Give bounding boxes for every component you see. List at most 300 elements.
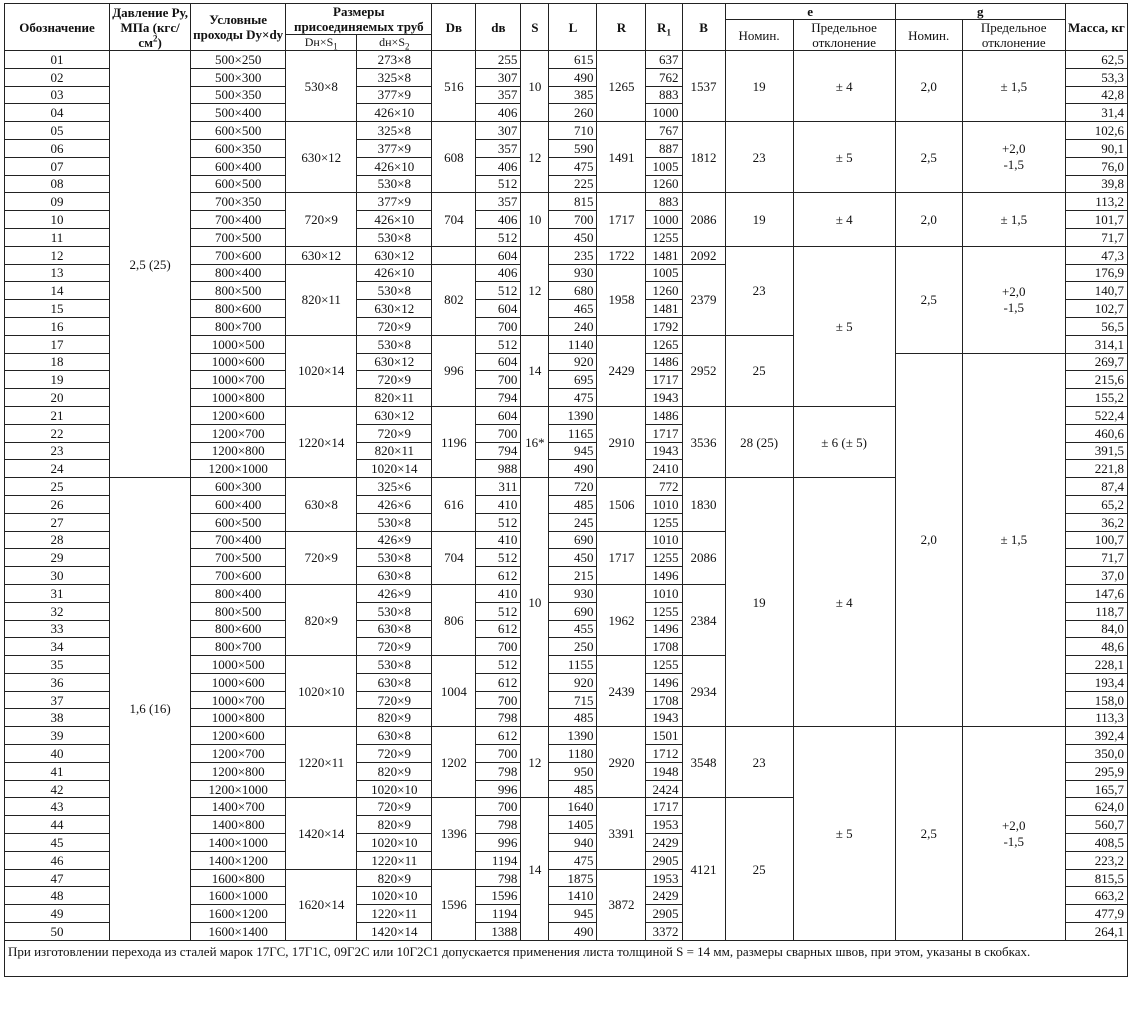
cell-S: 16*: [521, 406, 549, 477]
cell-pipe-small: 426×10: [357, 104, 432, 122]
cell-L: 240: [549, 317, 597, 335]
cell-pipe-small: 1420×14: [357, 923, 432, 941]
cell-pipe-small: 720×9: [357, 691, 432, 709]
cell-R1: 1708: [646, 691, 682, 709]
cell-dn: 800×500: [191, 602, 286, 620]
cell-dv: 700: [476, 798, 521, 816]
cell-dv: 700: [476, 745, 521, 763]
cell-pipe-small: 630×12: [357, 300, 432, 318]
cell-d: 12: [5, 246, 110, 264]
cell-pipe-small: 820×9: [357, 709, 432, 727]
cell-mass: 65,2: [1065, 495, 1127, 513]
header-S: S: [521, 4, 549, 51]
cell-Dv: 996: [432, 335, 476, 406]
cell-dn: 500×400: [191, 104, 286, 122]
cell-pipe-small: 426×10: [357, 264, 432, 282]
cell-Dv: 1396: [432, 798, 476, 869]
cell-L: 940: [549, 834, 597, 852]
cell-pipe-small: 377×9: [357, 139, 432, 157]
cell-dn: 1400×1000: [191, 834, 286, 852]
cell-R1: 1948: [646, 762, 682, 780]
cell-dn: 1000×500: [191, 335, 286, 353]
cell-pipe-small: 530×8: [357, 335, 432, 353]
cell-mass: 165,7: [1065, 780, 1127, 798]
cell-R: 1717: [597, 193, 646, 246]
header-pipe-sizes: Размеры присоединяемых труб: [286, 4, 432, 35]
cell-pipe-small: 530×8: [357, 602, 432, 620]
cell-dn: 1000×800: [191, 389, 286, 407]
cell-L: 710: [549, 122, 597, 140]
header-R1: $R_1$: [646, 4, 682, 51]
cell-dv: 612: [476, 673, 521, 691]
header-designation: Обозначение: [5, 4, 110, 51]
cell-mass: 39,8: [1065, 175, 1127, 193]
cell-R: 2910: [597, 406, 646, 477]
table-body: [5, 51, 1128, 941]
cell-g-nom: 2,0: [895, 51, 962, 122]
cell-d: 31: [5, 584, 110, 602]
cell-R1: 3372: [646, 923, 682, 941]
cell-g-nom: 2,0: [895, 193, 962, 246]
header-g-nominal: Номин.: [895, 20, 962, 51]
cell-mass: 71,7: [1065, 549, 1127, 567]
cell-pipe-small: 630×8: [357, 620, 432, 638]
cell-mass: 392,4: [1065, 727, 1127, 745]
cell-dv: 996: [476, 780, 521, 798]
cell-d: 38: [5, 709, 110, 727]
cell-dn: 500×250: [191, 51, 286, 69]
cell-L: 1390: [549, 406, 597, 424]
cell-d: 04: [5, 104, 110, 122]
cell-mass: 815,5: [1065, 869, 1127, 887]
cell-pipe-big: 1620×14: [286, 869, 357, 940]
cell-B: 1830: [682, 478, 725, 531]
cell-dn: 1400×800: [191, 816, 286, 834]
cell-dn: 1000×600: [191, 673, 286, 691]
cell-dn: 600×350: [191, 139, 286, 157]
cell-B: 2086: [682, 193, 725, 246]
cell-dv: 1194: [476, 905, 521, 923]
cell-mass: 158,0: [1065, 691, 1127, 709]
cell-R1: 1000: [646, 104, 682, 122]
cell-R1: 772: [646, 478, 682, 496]
cell-dv: 512: [476, 656, 521, 674]
cell-pipe-small: 1220×11: [357, 905, 432, 923]
cell-mass: 624,0: [1065, 798, 1127, 816]
cell-dv: 612: [476, 620, 521, 638]
cell-mass: 221,8: [1065, 460, 1127, 478]
cell-pipe-small: 820×9: [357, 762, 432, 780]
cell-dv: 700: [476, 317, 521, 335]
cell-d: 27: [5, 513, 110, 531]
cell-B: 3548: [682, 727, 725, 798]
cell-mass: 228,1: [1065, 656, 1127, 674]
cell-dn: 800×500: [191, 282, 286, 300]
cell-L: 485: [549, 780, 597, 798]
cell-d: 11: [5, 228, 110, 246]
cell-mass: 155,2: [1065, 389, 1127, 407]
cell-dv: 357: [476, 86, 521, 104]
cell-dn: 700×500: [191, 228, 286, 246]
cell-L: 680: [549, 282, 597, 300]
cell-R1: 2429: [646, 887, 682, 905]
cell-B: 1812: [682, 122, 725, 193]
cell-L: 1165: [549, 424, 597, 442]
cell-S: 10: [521, 478, 549, 727]
cell-B: 2952: [682, 335, 725, 406]
cell-d: 08: [5, 175, 110, 193]
cell-R1: 1943: [646, 442, 682, 460]
cell-mass: 87,4: [1065, 478, 1127, 496]
cell-R1: 1496: [646, 620, 682, 638]
cell-pipe-small: 426×10: [357, 157, 432, 175]
cell-dv: 604: [476, 406, 521, 424]
cell-dn: 1000×600: [191, 353, 286, 371]
cell-B: 1537: [682, 51, 725, 122]
cell-dv: 406: [476, 211, 521, 229]
cell-mass: 560,7: [1065, 816, 1127, 834]
cell-dn: 1200×1000: [191, 460, 286, 478]
cell-mass: 269,7: [1065, 353, 1127, 371]
cell-pipe-big: 530×8: [286, 51, 357, 122]
cell-g-dev: +2,0 -1,5: [962, 246, 1065, 353]
cell-d: 36: [5, 673, 110, 691]
cell-Dv: 806: [432, 584, 476, 655]
cell-mass: 76,0: [1065, 157, 1127, 175]
cell-dn: 600×500: [191, 122, 286, 140]
cell-R1: 887: [646, 139, 682, 157]
header-e-nominal: Номин.: [725, 20, 793, 51]
cell-d: 49: [5, 905, 110, 923]
cell-pipe-big: 720×9: [286, 193, 357, 246]
cell-d: 19: [5, 371, 110, 389]
cell-L: 815: [549, 193, 597, 211]
header-Dv: Dв: [432, 4, 476, 51]
cell-L: 920: [549, 353, 597, 371]
cell-dv: 798: [476, 709, 521, 727]
cell-dv: 988: [476, 460, 521, 478]
cell-d: 34: [5, 638, 110, 656]
cell-L: 1390: [549, 727, 597, 745]
cell-R1: 1010: [646, 531, 682, 549]
cell-L: 215: [549, 567, 597, 585]
cell-d: 41: [5, 762, 110, 780]
cell-d: 22: [5, 424, 110, 442]
cell-d: 48: [5, 887, 110, 905]
cell-R: 3872: [597, 869, 646, 940]
cell-mass: 350,0: [1065, 745, 1127, 763]
cell-B: 3536: [682, 406, 725, 477]
cell-dn: 1400×700: [191, 798, 286, 816]
cell-d: 05: [5, 122, 110, 140]
cell-L: 920: [549, 673, 597, 691]
cell-B: 2379: [682, 264, 725, 335]
cell-mass: 295,9: [1065, 762, 1127, 780]
cell-g-nom: 2,5: [895, 246, 962, 353]
cell-pipe-small: 820×9: [357, 816, 432, 834]
cell-pipe-small: 1020×10: [357, 887, 432, 905]
cell-pipe-small: 630×8: [357, 727, 432, 745]
cell-g-nom: 2,0: [895, 353, 962, 727]
cell-R: 3391: [597, 798, 646, 869]
cell-mass: 113,3: [1065, 709, 1127, 727]
cell-S: 12: [521, 727, 549, 798]
cell-d: 24: [5, 460, 110, 478]
cell-mass: 391,5: [1065, 442, 1127, 460]
cell-R1: 1708: [646, 638, 682, 656]
cell-mass: 477,9: [1065, 905, 1127, 923]
cell-dn: 1600×1400: [191, 923, 286, 941]
cell-pipe-small: 325×6: [357, 478, 432, 496]
cell-dn: 700×500: [191, 549, 286, 567]
header-e-deviation: Предельное отклонение: [793, 20, 895, 51]
cell-pipe-small: 530×8: [357, 282, 432, 300]
cell-L: 1640: [549, 798, 597, 816]
cell-L: 250: [549, 638, 597, 656]
cell-dn: 600×400: [191, 157, 286, 175]
cell-R1: 1501: [646, 727, 682, 745]
cell-d: 30: [5, 567, 110, 585]
cell-d: 13: [5, 264, 110, 282]
cell-L: 260: [549, 104, 597, 122]
cell-e-nom: 23: [725, 122, 793, 193]
cell-d: 42: [5, 780, 110, 798]
cell-R1: 2429: [646, 834, 682, 852]
cell-dn: 1200×700: [191, 745, 286, 763]
cell-d: 50: [5, 923, 110, 941]
header-pipe-small: $dн\times S_2$: [357, 35, 432, 51]
cell-pipe-small: 720×9: [357, 638, 432, 656]
cell-L: 1155: [549, 656, 597, 674]
cell-d: 35: [5, 656, 110, 674]
cell-pipe-big: 1020×10: [286, 656, 357, 727]
cell-e-dev: ± 5: [793, 727, 895, 941]
cell-dv: 512: [476, 228, 521, 246]
cell-dv: 512: [476, 335, 521, 353]
cell-L: 1180: [549, 745, 597, 763]
cell-e-nom: 25: [725, 335, 793, 406]
cell-L: 385: [549, 86, 597, 104]
cell-mass: 100,7: [1065, 531, 1127, 549]
cell-pipe-big: 1420×14: [286, 798, 357, 869]
cell-e-nom: 28 (25): [725, 406, 793, 477]
cell-L: 475: [549, 389, 597, 407]
cell-dv: 700: [476, 424, 521, 442]
cell-pipe-small: 630×12: [357, 406, 432, 424]
cell-L: 245: [549, 513, 597, 531]
cell-d: 32: [5, 602, 110, 620]
cell-pipe-big: 630×12: [286, 122, 357, 193]
cell-Dv: 704: [432, 193, 476, 246]
cell-Dv: 1596: [432, 869, 476, 940]
cell-mass: 42,8: [1065, 86, 1127, 104]
cell-pressure: 2,5 (25): [110, 51, 191, 478]
cell-L: 485: [549, 495, 597, 513]
cell-dv: 798: [476, 762, 521, 780]
cell-dn: 700×400: [191, 531, 286, 549]
cell-pipe-small: 426×9: [357, 584, 432, 602]
cell-pipe-big: 1220×11: [286, 727, 357, 798]
cell-R1: 1255: [646, 228, 682, 246]
cell-mass: 176,9: [1065, 264, 1127, 282]
cell-d: 06: [5, 139, 110, 157]
cell-dv: 406: [476, 157, 521, 175]
cell-L: 490: [549, 68, 597, 86]
cell-L: 590: [549, 139, 597, 157]
cell-R: 1722: [597, 246, 646, 264]
cell-R1: 762: [646, 68, 682, 86]
cell-R1: 1717: [646, 424, 682, 442]
cell-pipe-small: 720×9: [357, 424, 432, 442]
cell-pipe-small: 530×8: [357, 228, 432, 246]
cell-pipe-small: 325×8: [357, 122, 432, 140]
cell-pipe-small: 1020×10: [357, 834, 432, 852]
cell-dv: 512: [476, 175, 521, 193]
cell-dv: 512: [476, 602, 521, 620]
header-dv: dв: [476, 4, 521, 51]
cell-pipe-big: 720×9: [286, 531, 357, 584]
cell-d: 29: [5, 549, 110, 567]
cell-R1: 1943: [646, 389, 682, 407]
cell-dv: 700: [476, 691, 521, 709]
cell-pipe-small: 630×8: [357, 673, 432, 691]
footnote: При изготовлении перехода из сталей марок 17ГС, 17Г1С, 09Г2С или 10Г2С1 допускается применения листа толщиной S = 14 мм, размеры сварных швов, при этом, указаны в скобках.: [4, 941, 1128, 977]
cell-dv: 406: [476, 264, 521, 282]
cell-mass: 48,6: [1065, 638, 1127, 656]
cell-d: 40: [5, 745, 110, 763]
cell-L: 475: [549, 157, 597, 175]
cell-R1: 1255: [646, 549, 682, 567]
cell-R1: 1255: [646, 656, 682, 674]
cell-dn: 1200×800: [191, 442, 286, 460]
cell-L: 950: [549, 762, 597, 780]
cell-Dv: 516: [432, 51, 476, 122]
cell-pipe-small: 377×9: [357, 86, 432, 104]
cell-d: 26: [5, 495, 110, 513]
cell-L: 490: [549, 460, 597, 478]
cell-S: 10: [521, 51, 549, 122]
cell-L: 1405: [549, 816, 597, 834]
cell-pipe-small: 820×11: [357, 389, 432, 407]
cell-mass: 37,0: [1065, 567, 1127, 585]
cell-dn: 800×600: [191, 620, 286, 638]
cell-L: 930: [549, 584, 597, 602]
cell-dn: 500×300: [191, 68, 286, 86]
cell-dn: 700×600: [191, 246, 286, 264]
cell-L: 455: [549, 620, 597, 638]
cell-g-dev: +2,0 -1,5: [962, 122, 1065, 193]
cell-R1: 1486: [646, 353, 682, 371]
cell-dn: 1000×500: [191, 656, 286, 674]
cell-dn: 600×500: [191, 175, 286, 193]
header-L: L: [549, 4, 597, 51]
cell-d: 07: [5, 157, 110, 175]
cell-d: 14: [5, 282, 110, 300]
cell-d: 03: [5, 86, 110, 104]
cell-pressure: 1,6 (16): [110, 478, 191, 941]
cell-pipe-small: 426×6: [357, 495, 432, 513]
cell-L: 450: [549, 228, 597, 246]
cell-d: 15: [5, 300, 110, 318]
cell-B: 2092: [682, 246, 725, 264]
table-wrapper: [4, 3, 1128, 977]
cell-B: 4121: [682, 798, 725, 940]
cell-Dv: [432, 246, 476, 264]
cell-R: 1717: [597, 531, 646, 584]
cell-R1: 1953: [646, 869, 682, 887]
header-g: g: [895, 4, 1065, 20]
cell-S: 12: [521, 122, 549, 193]
cell-dv: 255: [476, 51, 521, 69]
cell-pipe-small: 530×8: [357, 656, 432, 674]
cell-dv: 798: [476, 869, 521, 887]
cell-pipe-big: 820×11: [286, 264, 357, 335]
cell-R1: 1481: [646, 300, 682, 318]
cell-Dv: 616: [432, 478, 476, 531]
cell-mass: 264,1: [1065, 923, 1127, 941]
cell-d: 33: [5, 620, 110, 638]
cell-R: 1491: [597, 122, 646, 193]
cell-e-nom: 19: [725, 51, 793, 122]
cell-pipe-big: 1020×14: [286, 335, 357, 406]
cell-S: 10: [521, 193, 549, 246]
cell-d: 18: [5, 353, 110, 371]
cell-dv: 612: [476, 567, 521, 585]
cell-R1: 1717: [646, 371, 682, 389]
cell-R: 2439: [597, 656, 646, 727]
cell-pipe-small: 273×8: [357, 51, 432, 69]
cell-R1: 1010: [646, 495, 682, 513]
cell-dn: 1200×700: [191, 424, 286, 442]
transition-spec-table: [4, 3, 1128, 941]
cell-pipe-small: 530×8: [357, 513, 432, 531]
cell-dv: 996: [476, 834, 521, 852]
cell-pipe-small: 630×8: [357, 567, 432, 585]
cell-pipe-small: 530×8: [357, 549, 432, 567]
cell-e-dev: ± 4: [793, 193, 895, 246]
cell-pipe-small: 820×11: [357, 442, 432, 460]
cell-R: 1265: [597, 51, 646, 122]
cell-mass: 460,6: [1065, 424, 1127, 442]
cell-mass: 215,6: [1065, 371, 1127, 389]
cell-L: 700: [549, 211, 597, 229]
cell-e-dev: ± 4: [793, 478, 895, 727]
cell-R1: 637: [646, 51, 682, 69]
header-pressure: Давление Ру, МПа $(кгс/см^2)$: [110, 4, 191, 51]
cell-L: 1140: [549, 335, 597, 353]
cell-dv: 794: [476, 442, 521, 460]
cell-dv: 1388: [476, 923, 521, 941]
cell-dn: 600×500: [191, 513, 286, 531]
cell-Dv: 608: [432, 122, 476, 193]
cell-dv: 612: [476, 727, 521, 745]
header-nominal-passage: Условные проходы Dу×dу: [191, 4, 286, 51]
cell-pipe-small: 1020×14: [357, 460, 432, 478]
cell-L: 945: [549, 442, 597, 460]
cell-L: 465: [549, 300, 597, 318]
cell-pipe-small: 426×10: [357, 211, 432, 229]
cell-dv: 1194: [476, 851, 521, 869]
table-row: [5, 51, 1128, 69]
cell-e-nom: 23: [725, 727, 793, 798]
cell-pipe-big: 1220×14: [286, 406, 357, 477]
cell-R: 1958: [597, 264, 646, 335]
cell-g-dev: ± 1,5: [962, 193, 1065, 246]
cell-mass: 62,5: [1065, 51, 1127, 69]
cell-mass: 118,7: [1065, 602, 1127, 620]
cell-R1: 1255: [646, 513, 682, 531]
cell-L: 720: [549, 478, 597, 496]
